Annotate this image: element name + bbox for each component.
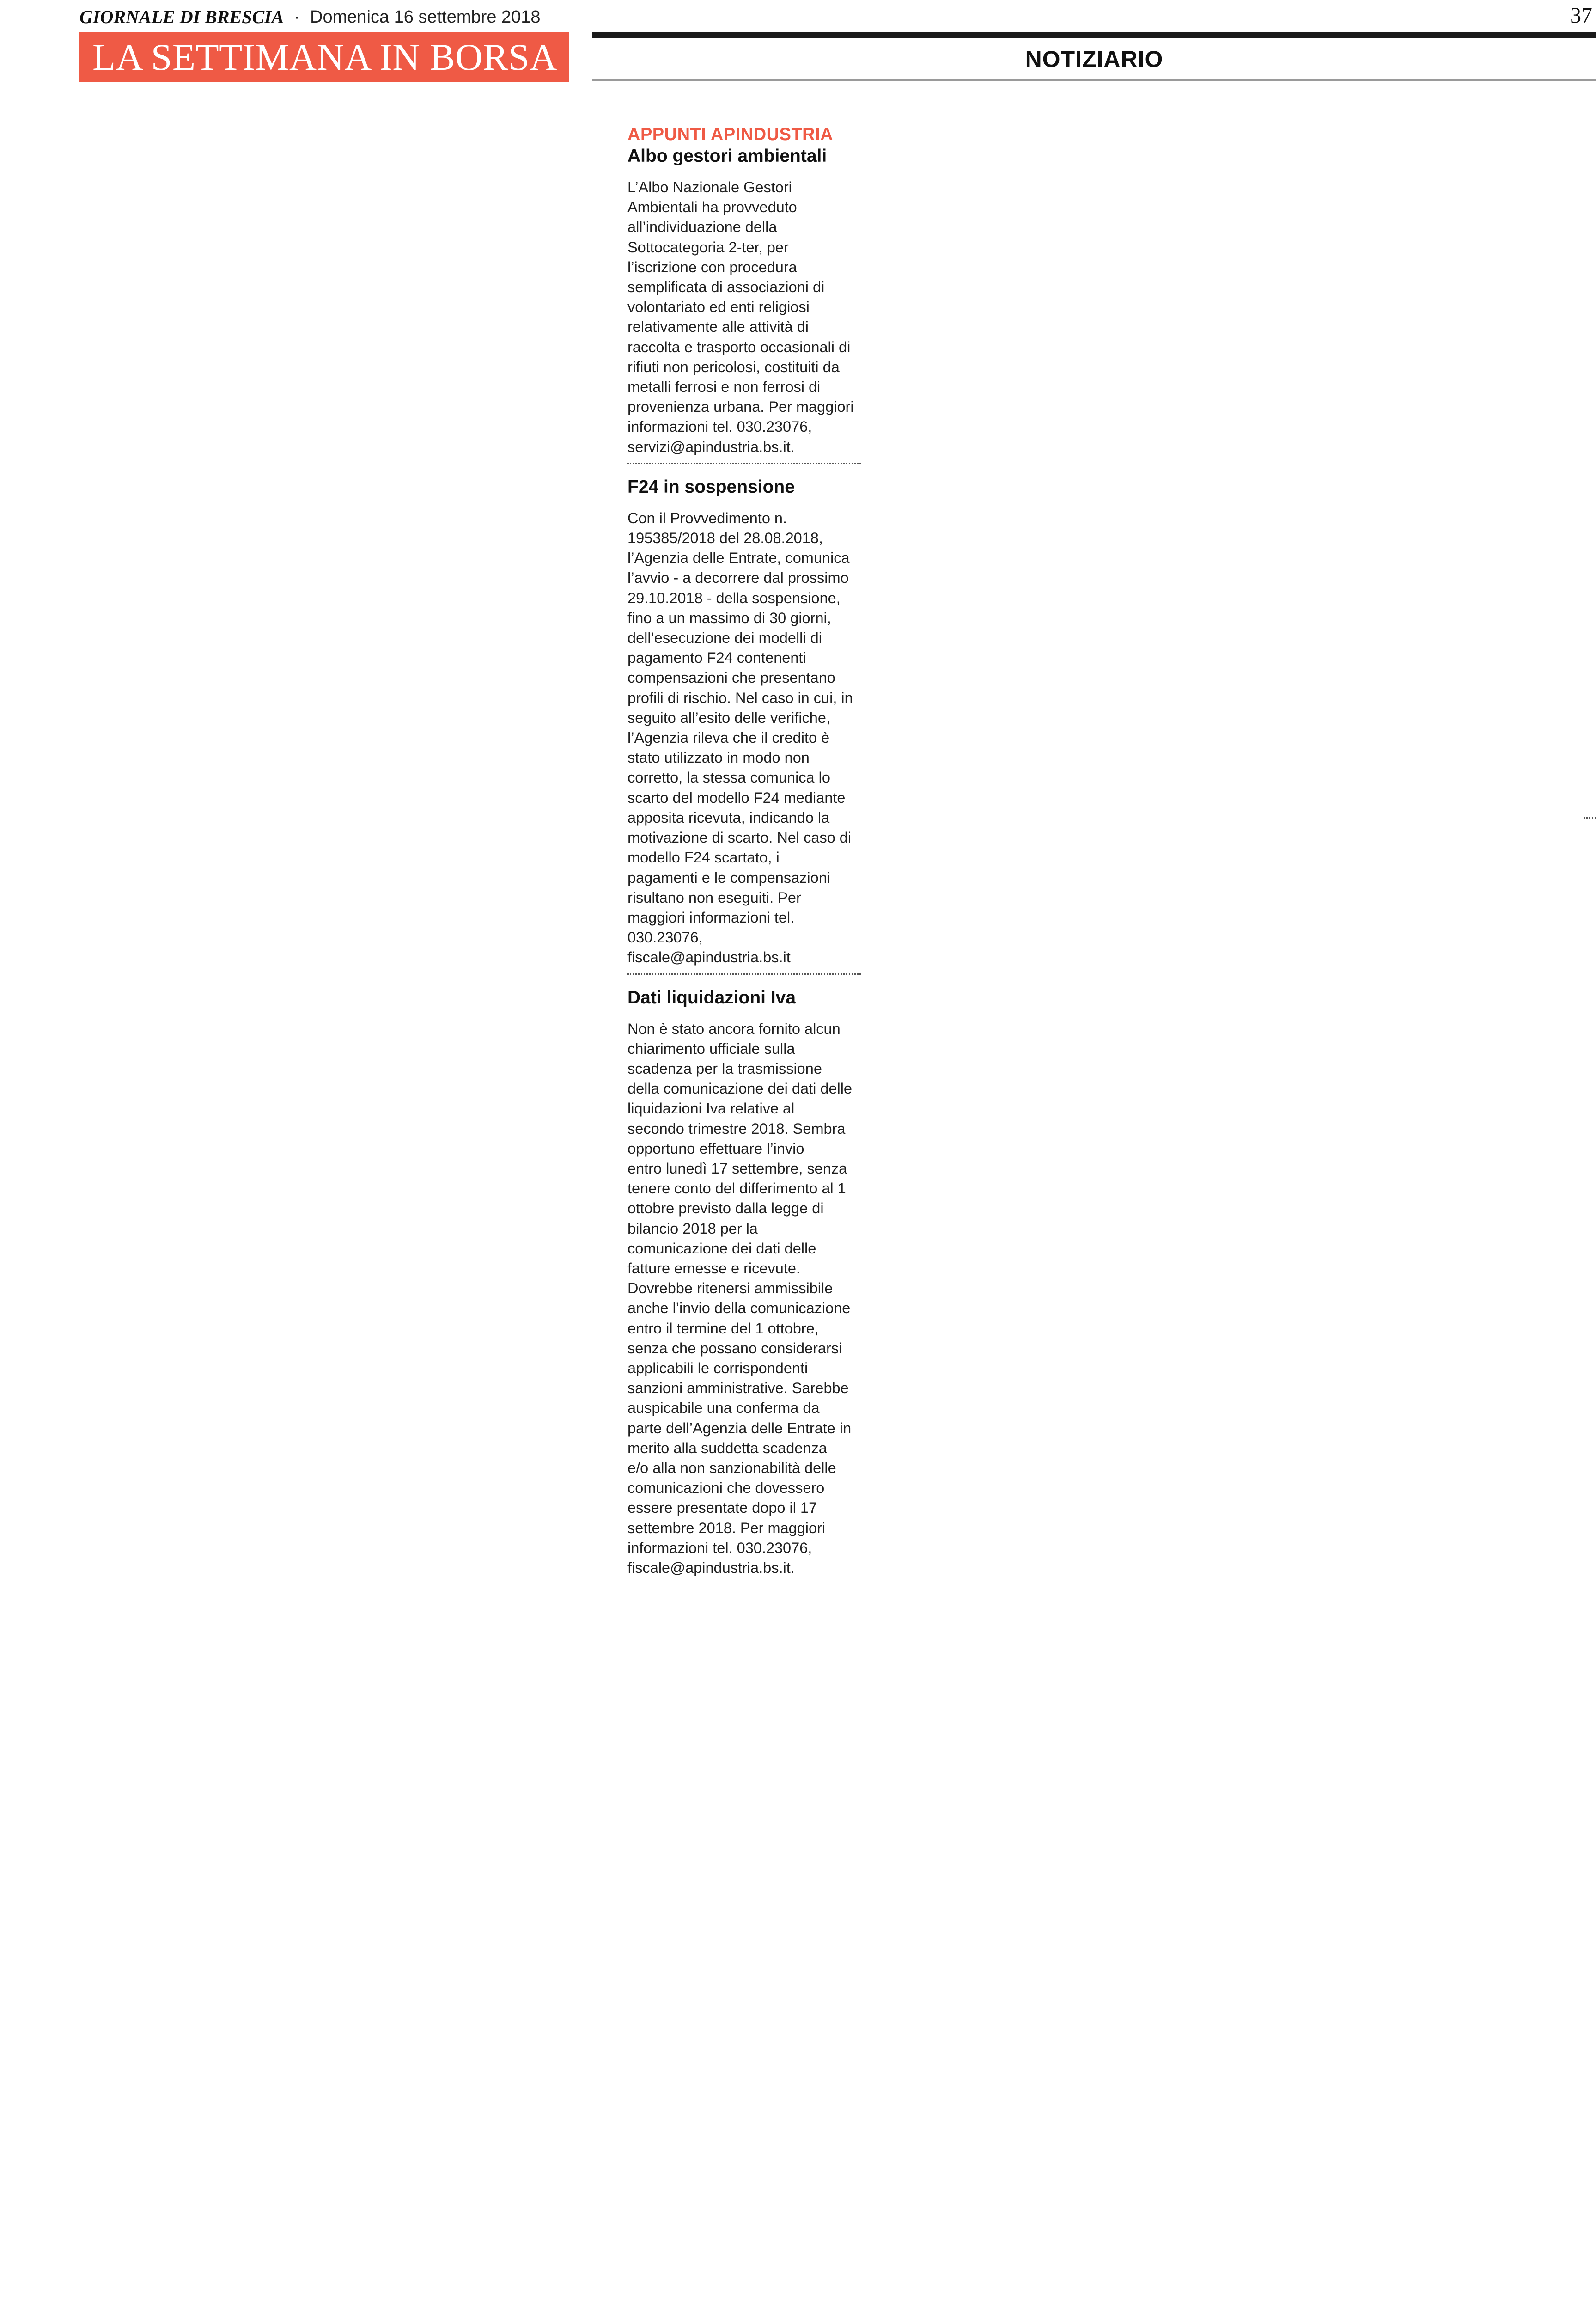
masthead	[79, 6, 541, 29]
article-body-line: tenere conto del differimento al 1	[627, 1180, 846, 1197]
article-body-line: ottobre previsto dalla legge di	[627, 1200, 824, 1217]
article-body	[627, 177, 863, 457]
article-body-line: entro lunedì 17 settembre, senza	[627, 1160, 847, 1177]
article-body-line: essere presentate dopo il 17	[627, 1499, 817, 1516]
article-body-line: fatture emesse e ricevute.	[627, 1259, 800, 1277]
article-body-line: maggiori informazioni tel.	[627, 909, 795, 926]
article-body-line: volontariato ed enti religiosi	[627, 299, 810, 316]
article-body-line: stato utilizzato in modo non	[627, 749, 810, 766]
article-body-line: settembre 2018. Per maggiori	[627, 1519, 826, 1536]
article-divider	[627, 973, 861, 975]
article-body-line: Dovrebbe ritenersi ammissibile	[627, 1280, 833, 1297]
article-body-line: sanzioni amministrative. Sarebbe	[627, 1380, 849, 1397]
page-number: 37	[1570, 3, 1592, 28]
article-body-line: scadenza per la trasmissione	[627, 1060, 822, 1077]
article-body-line: 030.23076,	[627, 929, 703, 946]
issue-date: Domenica 16 settembre 2018	[310, 7, 541, 27]
article-headline: Dati liquidazioni Iva	[627, 987, 796, 1008]
article-body-line: Non è stato ancora fornito alcun	[627, 1020, 841, 1037]
article-body-line: pagamenti e le compensazioni	[627, 869, 831, 886]
article-body-line: merito alla suddetta scadenza	[627, 1439, 827, 1456]
article-body-line: comunicazioni che dovessero	[627, 1480, 825, 1497]
column-kicker: APPUNTI APINDUSTRIA	[627, 125, 834, 144]
article-body-line: senza che possano considerarsi	[627, 1339, 842, 1357]
article	[627, 145, 863, 464]
topic-rule-top	[592, 32, 1596, 38]
article-body-line: l’Agenzia rileva che il credito è	[627, 729, 830, 746]
article-body-line: della comunicazione dei dati delle	[627, 1080, 853, 1097]
article-body-line: scarto del modello F24 mediante	[627, 789, 846, 806]
news-column	[627, 124, 863, 1578]
article-body-line: auspicabile una conferma da	[627, 1400, 820, 1417]
article-body-line: motivazione di scarto. Nel caso di	[627, 829, 852, 846]
article-body-line: informazioni tel. 030.23076,	[627, 418, 812, 435]
article-body-line: 195385/2018 del 28.08.2018,	[627, 530, 823, 547]
article-divider	[627, 463, 861, 464]
article	[627, 476, 863, 975]
article	[627, 987, 863, 1578]
article-body-line: apposita ricevuta, indicando la	[627, 809, 830, 826]
section-banner	[79, 32, 569, 82]
article-body-line: chiarimento ufficiale sulla	[627, 1040, 795, 1057]
article-body-line: fiscale@apindustria.bs.it.	[627, 1559, 795, 1576]
article-body-line: corretto, la stessa comunica lo	[627, 769, 830, 786]
topic-rule-bottom	[592, 79, 1596, 81]
article-body-line: l’Agenzia delle Entrate, comunica	[627, 550, 850, 567]
article-body-line: compensazioni che presentano	[627, 669, 835, 686]
article-body-line: profili di rischio. Nel caso in cui, in	[627, 689, 853, 706]
article-body-line: relativamente alle attività di	[627, 318, 809, 336]
article-body-line: applicabili le corrispondenti	[627, 1359, 808, 1376]
article-body-line: Con il Provvedimento n.	[627, 509, 787, 526]
article-body-line: provenienza urbana. Per maggiori	[627, 398, 854, 416]
article-body-line: all’individuazione della	[627, 219, 777, 236]
article-body-line: servizi@apindustria.bs.it.	[627, 438, 795, 455]
article-body-line: opportuno effettuare l’invio	[627, 1140, 804, 1157]
newspaper-name: GIORNALE DI BRESCIA	[79, 6, 284, 27]
article-body-line: dell’esecuzione dei modelli di	[627, 630, 822, 647]
article-body	[627, 1019, 863, 1578]
article-body-line: secondo trimestre 2018. Sembra	[627, 1120, 846, 1137]
article-body-line: raccolta e trasporto occasionali di	[627, 338, 851, 355]
article-body-line: e/o alla non sanzionabilità delle	[627, 1459, 836, 1476]
article-body-line: liquidazioni Iva relative al	[627, 1100, 795, 1117]
article-body-line: parte dell’Agenzia delle Entrate in	[627, 1419, 852, 1437]
article-body-line: fino a un massimo di 30 giorni,	[627, 609, 831, 626]
article-body-line: anche l’invio della comunicazione	[627, 1300, 851, 1317]
article-headline: F24 in sospensione	[627, 477, 795, 497]
article-body-line: L’Albo Nazionale Gestori	[627, 179, 792, 196]
article-body-line: metalli ferrosi e non ferrosi di	[627, 379, 821, 396]
article-body-line: risultano non eseguiti. Per	[627, 889, 801, 906]
article-body-line: modello F24 scartato, i	[627, 849, 780, 866]
article-body-line: 29.10.2018 - della sospensione,	[627, 589, 841, 606]
article-body-line: rifiuti non pericolosi, costituiti da	[627, 358, 840, 375]
article-body-line: comunicazione dei dati delle	[627, 1240, 816, 1257]
article-body-line: Sottocategoria 2-ter, per	[627, 238, 789, 256]
article-body-line: seguito all’esito delle verifiche,	[627, 709, 830, 726]
article-body-line: l’avvio - a decorrere dal prossimo	[627, 569, 849, 587]
section-title: LA SETTIMANA IN BORSA	[92, 36, 557, 78]
page-edge-mark	[1584, 817, 1596, 819]
article-body-line: fiscale@apindustria.bs.it	[627, 949, 791, 966]
article-body-line: pagamento F24 contenenti	[627, 649, 806, 666]
article-body-line: bilancio 2018 per la	[627, 1220, 758, 1237]
topic-title: NOTIZIARIO	[1025, 46, 1163, 72]
article-body-line: Ambientali ha provveduto	[627, 199, 797, 216]
article-list	[627, 145, 863, 1578]
article-body-line: entro il termine del 1 ottobre,	[627, 1320, 819, 1337]
article-body	[627, 508, 863, 968]
article-body-line: informazioni tel. 030.23076,	[627, 1539, 812, 1556]
article-headline: Albo gestori ambientali	[627, 146, 827, 166]
masthead-separator: ·	[294, 7, 300, 27]
article-body-line: l’iscrizione con procedura	[627, 258, 797, 275]
article-body-line: semplificata di associazioni di	[627, 279, 825, 296]
